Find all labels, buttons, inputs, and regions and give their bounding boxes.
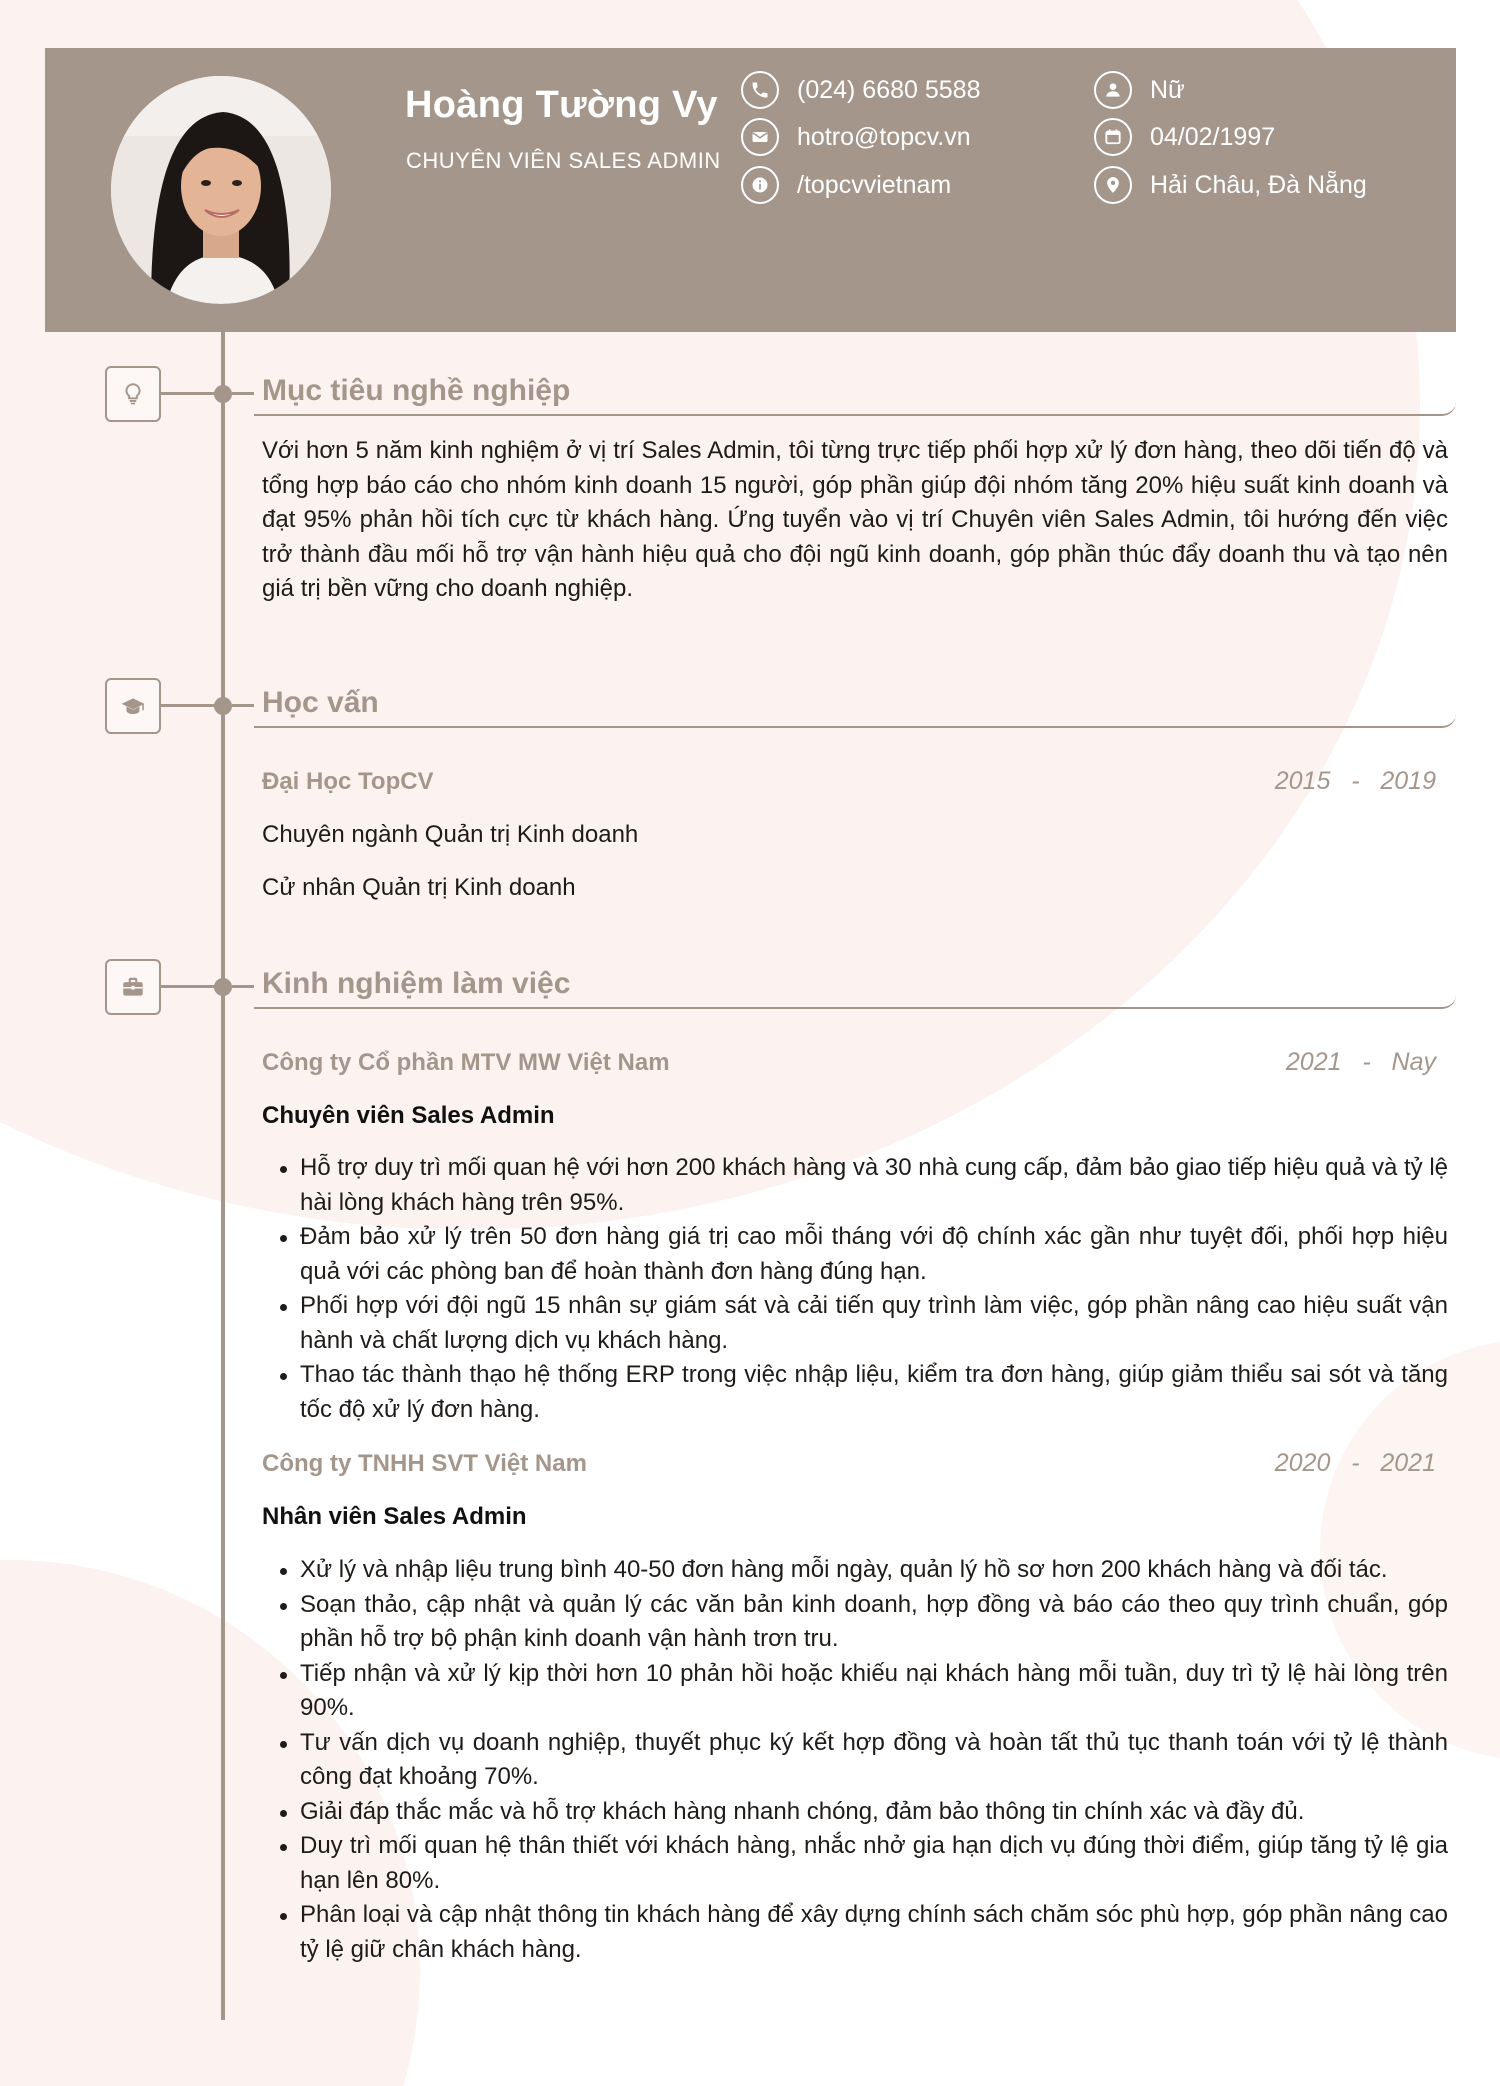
job-start: 2021 xyxy=(1285,1048,1342,1076)
calendar-icon xyxy=(1094,118,1132,156)
job-company: Công ty TNHH SVT Việt Nam xyxy=(262,1450,587,1477)
job-years: 2021 - Nay xyxy=(1285,1048,1436,1076)
list-item: Phối hợp với đội ngũ 15 nhân sự giám sát và cải tiến quy trình làm việc, góp phần nâng cao hiệu suất vận hành và chất lượng dịch vụ khách hàng. xyxy=(278,1289,1448,1358)
avatar-portrait xyxy=(111,76,331,304)
job-position: Chuyên viên Sales Admin xyxy=(262,1102,555,1129)
timeline-dot xyxy=(214,697,232,715)
briefcase-icon xyxy=(105,959,161,1015)
job-bullets xyxy=(278,1151,1448,1427)
timeline-dot xyxy=(214,385,232,403)
education-degree: Cử nhân Quản trị Kinh doanh xyxy=(262,874,576,901)
location-icon xyxy=(1094,166,1132,204)
timeline-dot xyxy=(214,978,232,996)
email-icon xyxy=(741,118,779,156)
contact-gender xyxy=(1094,70,1185,110)
job-start: 2020 xyxy=(1274,1449,1331,1477)
list-item: Tư vấn dịch vụ doanh nghiệp, thuyết phục ký kết hợp đồng và hoàn tất thủ tục thanh toán với tỷ lệ thành công đạt khoảng 70%. xyxy=(278,1726,1448,1795)
job-bullets xyxy=(278,1553,1448,1967)
section-title-objective: Mục tiêu nghề nghiệp xyxy=(262,374,571,407)
graduation-cap-icon xyxy=(105,678,161,734)
timeline-connector xyxy=(161,985,221,988)
job-end: 2021 xyxy=(1380,1449,1436,1477)
lightbulb-icon xyxy=(105,366,161,422)
address-text: Hải Châu, Đà Nẵng xyxy=(1150,170,1367,199)
list-item: Xử lý và nhập liệu trung bình 40-50 đơn hàng mỗi ngày, quản lý hồ sơ hơn 200 khách hàng và đối tác. xyxy=(278,1553,1448,1588)
job-company: Công ty Cổ phần MTV MW Việt Nam xyxy=(262,1049,670,1076)
info-icon xyxy=(741,166,779,204)
social-text[interactable]: /topcvvietnam xyxy=(797,170,952,199)
timeline-connector xyxy=(232,704,254,707)
section-divider xyxy=(254,708,1456,728)
contact-phone xyxy=(741,70,980,110)
section-title-education: Học vấn xyxy=(262,686,379,719)
avatar xyxy=(111,76,331,304)
gender-text: Nữ xyxy=(1150,75,1185,104)
phone-icon xyxy=(741,71,779,109)
job-position: Nhân viên Sales Admin xyxy=(262,1503,527,1530)
candidate-name: Hoàng Tường Vy xyxy=(405,84,718,126)
list-item: Giải đáp thắc mắc và hỗ trợ khách hàng nhanh chóng, đảm bảo thông tin chính xác và đầy đủ. xyxy=(278,1795,1448,1830)
objective-text: Với hơn 5 năm kinh nghiệm ở vị trí Sales Admin, tôi từng trực tiếp phối hợp xử lý đơn hàng, theo dõi tiến độ và tổng hợp báo cáo cho nhóm kinh doanh 15 người, góp phần giúp đội nhóm tăng 20% hiệu suất kinh doanh và đạt 95% phản hồi tích cực từ khách hàng. Ứng tuyển vào vị trí Chuyên viên Sales Admin, tôi hướng đến việc trở thành đầu mối hỗ trợ vận hành hiệu quả cho đội ngũ kinh doanh, góp phần thúc đẩy doanh thu và tạo nên giá trị bền vững cho doanh nghiệp. xyxy=(262,437,1448,602)
timeline-connector xyxy=(161,704,221,707)
list-item: Phân loại và cập nhật thông tin khách hàng để xây dựng chính sách chăm sóc phù hợp, góp phần nâng cao tỷ lệ giữ chân khách hàng. xyxy=(278,1898,1448,1967)
job-end: Nay xyxy=(1391,1048,1436,1076)
education-end: 2019 xyxy=(1380,767,1436,795)
list-item: Soạn thảo, cập nhật và quản lý các văn bản kinh doanh, hợp đồng và báo cáo theo quy trình chuẩn, góp phần hỗ trợ bộ phận kinh doanh vận hành trơn tru. xyxy=(278,1588,1448,1657)
timeline-connector xyxy=(232,985,254,988)
timeline-line xyxy=(221,332,225,2020)
education-major: Chuyên ngành Quản trị Kinh doanh xyxy=(262,821,639,848)
section-title-experience: Kinh nghiệm làm việc xyxy=(262,967,571,1000)
list-item: Đảm bảo xử lý trên 50 đơn hàng giá trị cao mỗi tháng với độ chính xác gần như tuyệt đối, phối hợp hiệu quả với các phòng ban để hoàn thành đơn hàng đúng hạn. xyxy=(278,1220,1448,1289)
job-years: 2020 - 2021 xyxy=(1274,1449,1436,1477)
user-icon xyxy=(1094,71,1132,109)
email-text[interactable]: hotro@topcv.vn xyxy=(797,122,971,151)
phone-text: (024) 6680 5588 xyxy=(797,75,981,104)
school-name: Đại Học TopCV xyxy=(262,768,434,795)
birthday-text: 04/02/1997 xyxy=(1150,122,1276,151)
contact-address xyxy=(1094,165,1367,205)
list-item: Thao tác thành thạo hệ thống ERP trong việc nhập liệu, kiểm tra đơn hàng, giúp giảm thiểu sai sót và tăng tốc độ xử lý đơn hàng. xyxy=(278,1358,1448,1427)
list-item: Tiếp nhận và xử lý kịp thời hơn 10 phản hồi hoặc khiếu nại khách hàng mỗi tuần, duy trì tỷ lệ hài lòng trên 90%. xyxy=(278,1657,1448,1726)
timeline-connector xyxy=(232,392,254,395)
contact-email xyxy=(741,117,971,157)
cv-header xyxy=(45,48,1456,332)
candidate-role: CHUYÊN VIÊN SALES ADMIN xyxy=(406,148,721,173)
education-years: 2015 - 2019 xyxy=(1274,767,1436,795)
contact-social xyxy=(741,165,951,205)
list-item: Hỗ trợ duy trì mối quan hệ với hơn 200 khách hàng và 30 nhà cung cấp, đảm bảo giao tiếp hiệu quả và tỷ lệ hài lòng khách hàng trên 95%. xyxy=(278,1151,1448,1220)
education-start: 2015 xyxy=(1274,767,1331,795)
list-item: Duy trì mối quan hệ thân thiết với khách hàng, nhắc nhở gia hạn dịch vụ đúng thời điểm, giúp tăng tỷ lệ gia hạn lên 80%. xyxy=(278,1829,1448,1898)
contact-birthday xyxy=(1094,117,1275,157)
timeline-connector xyxy=(161,392,221,395)
